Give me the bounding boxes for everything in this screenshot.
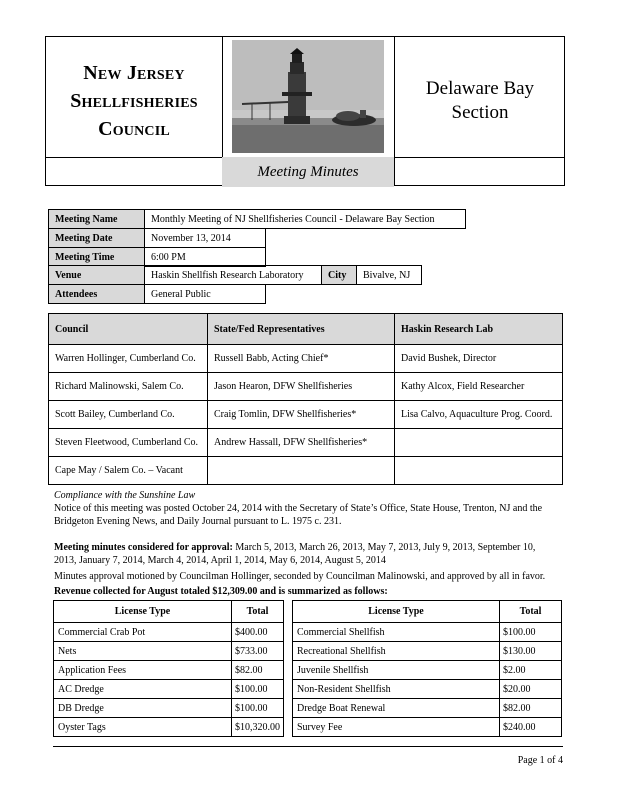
council-member: Richard Malinowski, Salem Co. (49, 373, 208, 401)
city-value: Bivalve, NJ (357, 266, 422, 285)
council-member: Scott Bailey, Cumberland Co. (49, 401, 208, 429)
meeting-time-value: 6:00 PM (145, 248, 266, 267)
revenue-heading: Revenue collected for August totaled $12,309.00 and is summarized as follows: (54, 586, 388, 597)
sunshine-text: Notice of this meeting was posted October 24, 2014 with the Secretary of State’s Office, State House, Trenton, NJ and the Bridgeton Evening News, and Daily Journal pursuant to L. 1975 c. 231. (54, 503, 543, 527)
license-type: Survey Fee (293, 718, 500, 737)
license-total: $82.00 (232, 661, 284, 680)
table-row (54, 661, 562, 680)
page-number: Page 1 of 4 (517, 755, 563, 766)
venue-value: Haskin Shellfish Research Laboratory (145, 266, 322, 285)
license-type: Commercial Crab Pot (54, 623, 232, 642)
meeting-date-table (48, 228, 266, 267)
license-type: Dredge Boat Renewal (293, 699, 500, 718)
haskin-rep: Lisa Calvo, Aquaculture Prog. Coord. (395, 401, 563, 429)
table-row (49, 429, 563, 457)
minutes-section (54, 541, 559, 598)
attendees-table (48, 284, 266, 304)
license-total: $100.00 (500, 623, 562, 642)
haskin-header: Haskin Research Lab (395, 314, 563, 345)
license-total: $20.00 (500, 680, 562, 699)
venue-table (48, 265, 422, 285)
meeting-date-value: November 13, 2014 (145, 229, 266, 248)
table-row (49, 373, 563, 401)
council-header: Council (49, 314, 208, 345)
license-total: $400.00 (232, 623, 284, 642)
table-row (49, 401, 563, 429)
minutes-paragraph: Meeting minutes considered for approval: March 5, 2013, March 26, 2013, May 7, 2013, July 9, 2013, September 10, 2013, January 7, 2014, March 4, 2014, April 1, 2014, May 6, 2014, August 5, 2014 (54, 542, 536, 566)
license-type: AC Dredge (54, 680, 232, 699)
license-total: $100.00 (232, 680, 284, 699)
license-type-header: License Type (293, 601, 500, 623)
license-total: $100.00 (232, 699, 284, 718)
doc-type-label: Meeting Minutes (222, 157, 394, 187)
license-type: Juvenile Shellfish (293, 661, 500, 680)
license-type: Non-Resident Shellfish (293, 680, 500, 699)
venue-label: Venue (49, 266, 145, 285)
state-fed-header: State/Fed Representatives (208, 314, 395, 345)
license-type-header: License Type (54, 601, 232, 623)
state-fed-rep: Craig Tomlin, DFW Shellfisheries* (208, 401, 395, 429)
sunshine-heading: Compliance with the Sunshine Law (54, 490, 196, 501)
attendees-value: General Public (145, 285, 266, 304)
table-row (54, 642, 562, 661)
footer-divider (53, 746, 563, 747)
license-type: Recreational Shellfish (293, 642, 500, 661)
approval-text: Minutes approval motioned by Councilman Hollinger, seconded by Councilman Malinowski, and approved by all in favor. (54, 571, 546, 582)
table-row (49, 457, 563, 485)
meeting-details-table (48, 209, 466, 229)
state-fed-rep (208, 457, 395, 485)
table-row (54, 623, 562, 642)
license-total: $2.00 (500, 661, 562, 680)
city-label: City (322, 266, 357, 285)
license-type: Oyster Tags (54, 718, 232, 737)
total-header: Total (232, 601, 284, 623)
license-total: $10,320.00 (232, 718, 284, 737)
meeting-name-label: Meeting Name (49, 210, 145, 229)
state-fed-rep: Jason Hearon, DFW Shellfisheries (208, 373, 395, 401)
license-type: Commercial Shellfish (293, 623, 500, 642)
meeting-time-label: Meeting Time (49, 248, 145, 267)
revenue-table (53, 600, 562, 737)
license-total: $240.00 (500, 718, 562, 737)
license-total: $733.00 (232, 642, 284, 661)
section-title: Delaware Bay Section (425, 78, 535, 123)
organization-title: New Jersey Shellfisheries Council (70, 62, 198, 140)
meeting-date-label: Meeting Date (49, 229, 145, 248)
haskin-rep: Kathy Alcox, Field Researcher (395, 373, 563, 401)
license-type: Nets (54, 642, 232, 661)
council-member: Steven Fleetwood, Cumberland Co. (49, 429, 208, 457)
license-total: $82.00 (500, 699, 562, 718)
license-total: $130.00 (500, 642, 562, 661)
meeting-name-value: Monthly Meeting of NJ Shellfisheries Council - Delaware Bay Section (145, 210, 466, 229)
state-fed-rep: Andrew Hassall, DFW Shellfisheries* (208, 429, 395, 457)
license-type: Application Fees (54, 661, 232, 680)
table-row (54, 680, 562, 699)
table-row (54, 718, 562, 737)
representatives-table (48, 313, 563, 485)
council-member: Cape May / Salem Co. – Vacant (49, 457, 208, 485)
table-row (54, 699, 562, 718)
lighthouse-photo (232, 40, 384, 153)
haskin-rep: David Bushek, Director (395, 345, 563, 373)
total-header: Total (500, 601, 562, 623)
document-header (45, 36, 565, 186)
table-row (49, 345, 563, 373)
license-type: DB Dredge (54, 699, 232, 718)
haskin-rep (395, 457, 563, 485)
sunshine-section (54, 489, 559, 528)
council-member: Warren Hollinger, Cumberland Co. (49, 345, 208, 373)
state-fed-rep: Russell Babb, Acting Chief* (208, 345, 395, 373)
attendees-label: Attendees (49, 285, 145, 304)
haskin-rep (395, 429, 563, 457)
